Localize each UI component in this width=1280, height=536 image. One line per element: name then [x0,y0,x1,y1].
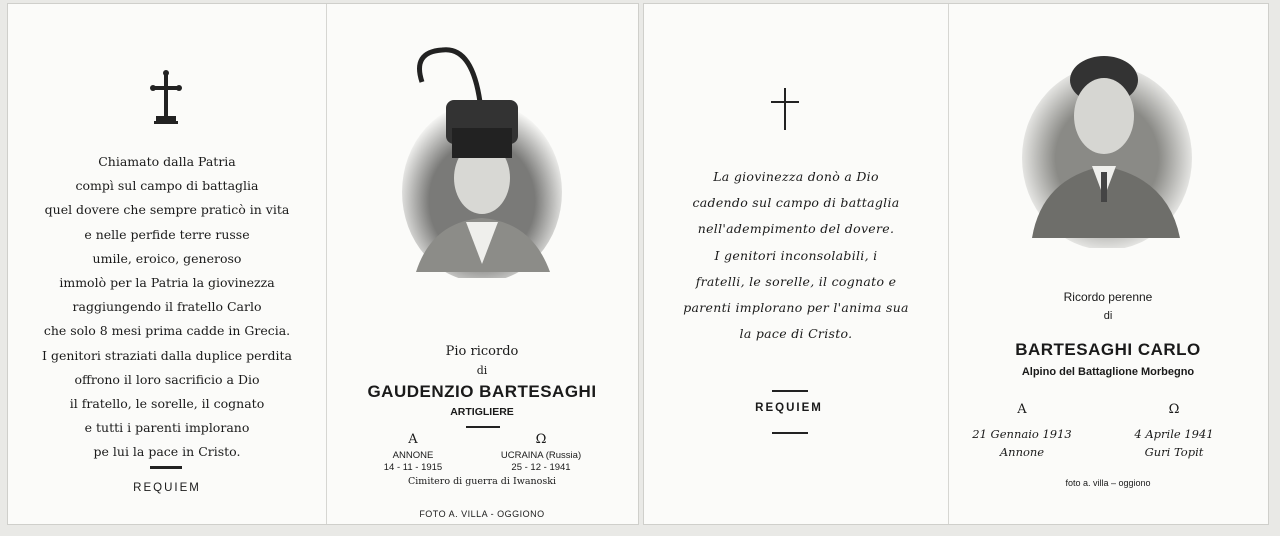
poem-line: Chiamato dalla Patria [98,154,236,169]
thin-cross-icon [770,88,800,130]
poem-line: nell'adempimento del dovere. [697,221,895,237]
poem-line: e tutti i parenti implorano [84,420,250,436]
photographer-credit: foto a. villa – oggiono [1065,478,1151,488]
poem-line: la pace di Cristo. [739,326,853,342]
poem-line: umile, eroico, generoso [92,250,242,266]
birth-column [962,402,1082,459]
birth-date: 21 Gennaio 1913 [972,427,1072,441]
card1-poem [8,150,326,465]
poem-line: compì sul campo di battaglia [75,178,259,194]
soldier-portrait-photo [1022,48,1192,248]
poem-line: il fratello, le sorelle, il cognato [69,396,265,412]
divider-ornament [150,466,182,469]
poem-line: raggiungendo il fratello Carlo [72,299,262,315]
poem-line: parenti implorano per l'anima sua [683,300,909,316]
birth-date: 14 - 11 - 1915 [383,462,443,473]
divider-ornament [772,390,808,392]
death-place: Guri Topit [1144,445,1204,459]
card2-poem [644,164,948,347]
soldier-portrait-photo [402,42,562,278]
deceased-name: GAUDENZIO BARTESAGHI [367,382,597,401]
omega-symbol: Ω [535,432,547,447]
photographer-credit: FOTO A. VILLA - OGGIONO [419,509,545,519]
poem-line: I genitori straziati dalla duplice perdita [42,347,292,363]
poem-line: pe lui la pace in Cristo. [93,444,241,460]
poem-line: e nelle perfide terre russe [84,226,250,242]
death-column [486,432,596,473]
short-divider [466,426,500,428]
death-place: UCRAINA (Russia) [500,450,582,461]
poem-line: quel dovere che sempre praticò in vita [44,202,290,218]
card-fold-line [948,4,949,524]
alpha-symbol: A [408,432,418,447]
deceased-role: ARTIGLIERE [450,406,514,418]
ornate-cross-icon [150,70,182,126]
pio-ricordo: Pio ricordo [445,344,519,359]
birth-place: Annone [999,445,1045,459]
card1-left-requiem: REQUIEM [133,482,201,494]
birth-place: ANNONE [392,450,434,461]
ricordo-perenne: Ricordo perenne [1063,290,1153,304]
card2-left-requiem: REQUIEM [755,402,823,414]
deceased-name: BARTESAGHI CARLO [1015,340,1201,359]
poem-line: offrono il loro sacrificio a Dio [74,371,260,387]
omega-symbol: Ω [1168,402,1180,417]
card2-di: di [1103,310,1113,322]
poem-line: fratelli, le sorelle, il cognato e [695,273,897,289]
alpha-symbol: A [1017,402,1027,417]
deceased-role: Alpino del Battaglione Morbegno [1021,366,1195,378]
card1-di: di [476,364,488,377]
memorial-card-carlo [644,4,1268,524]
death-column [1114,402,1234,459]
poem-line: I genitori inconsolabili, i [714,247,878,263]
card-fold-line [326,4,327,524]
death-date: 25 - 12 - 1941 [511,462,571,473]
memorial-card-gaudenzio [8,4,638,524]
cemetery-line: Cimitero di guerra di Iwanoski [408,476,556,487]
birth-column [368,432,458,473]
poem-line: cadendo sul campo di battaglia [692,195,900,211]
divider-ornament [772,432,808,434]
poem-line: La giovinezza donò a Dio [713,169,879,184]
poem-line: immolò per la Patria la giovinezza [59,275,275,291]
poem-line: che solo 8 mesi prima cadde in Grecia. [43,323,291,339]
death-date: 4 Aprile 1941 [1134,427,1214,441]
